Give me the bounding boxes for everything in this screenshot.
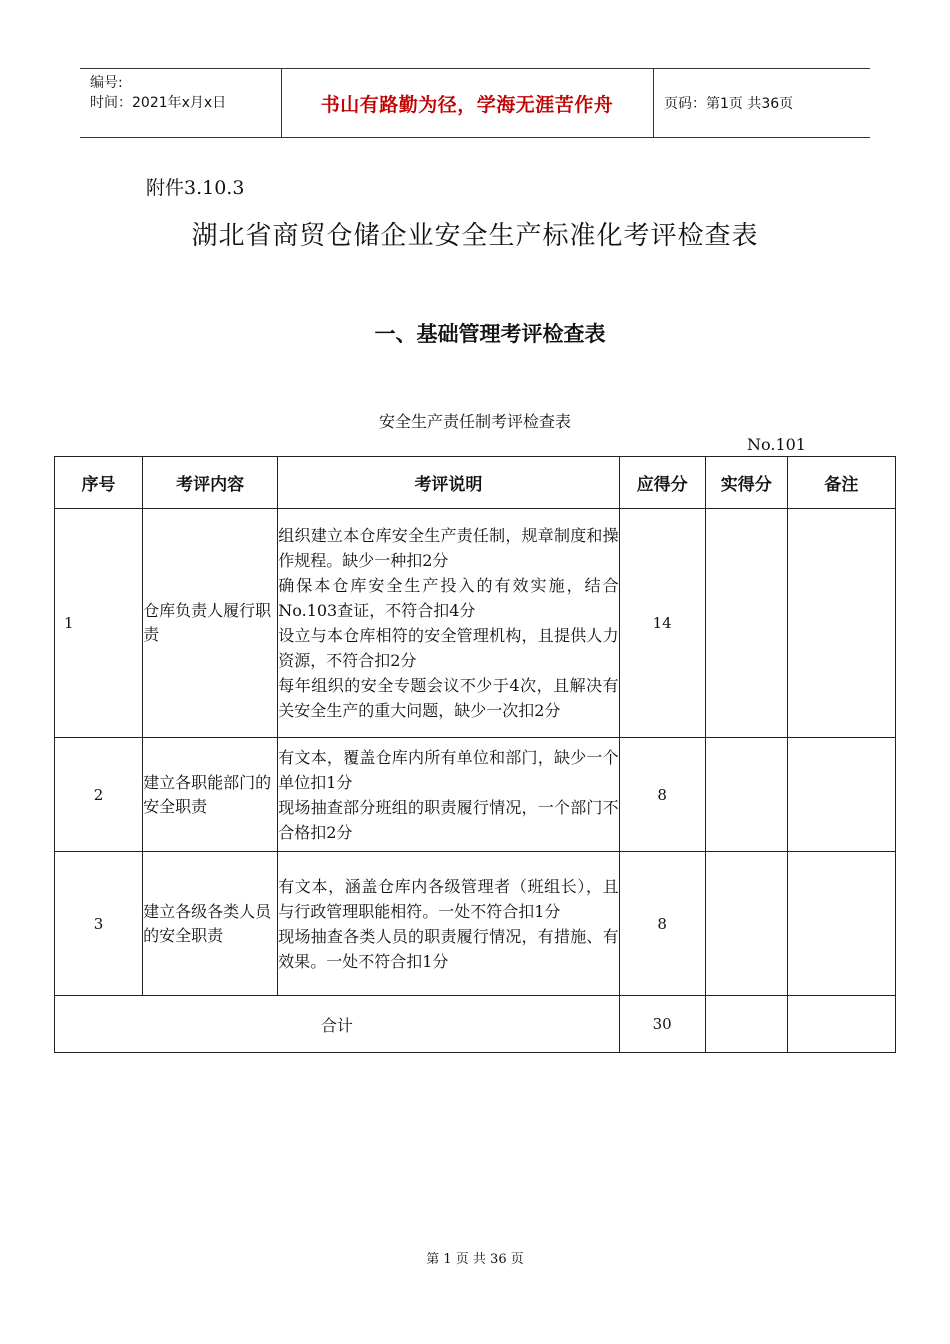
main-title: 湖北省商贸仓储企业安全生产标准化考评检查表 [191, 221, 759, 251]
row-remark[interactable] [787, 509, 895, 738]
evaluation-table [54, 456, 896, 1053]
doc-number-label: 编号: [90, 75, 123, 91]
description-line: 确保本仓库安全生产投入的有效实施，结合No.103查证，不符合扣4分 [278, 576, 619, 620]
row-number: 2 [55, 738, 143, 852]
row-score: 8 [619, 852, 705, 996]
table-number: No.101 [747, 435, 806, 454]
header-meta [90, 73, 226, 113]
row-content: 建立各职能部门的安全职责 [143, 738, 278, 852]
total-score: 30 [619, 996, 705, 1053]
attachment-label: 附件3.10.3 [146, 177, 245, 199]
table-row [55, 738, 896, 852]
table-row [55, 509, 896, 738]
page-header [80, 68, 870, 138]
row-actual-score[interactable] [705, 738, 787, 852]
description-line: 每年组织的安全专题会议不少于4次，且解决有关安全生产的重大问题，缺少一次扣2分 [278, 676, 619, 720]
page-footer: 第 1 页 共 36 页 [426, 1252, 524, 1267]
row-content: 建立各级各类人员的安全职责 [143, 852, 278, 996]
header-cell: 实得分 [705, 457, 787, 509]
total-label: 合计 [55, 996, 620, 1053]
row-content: 仓库负责人履行职责 [143, 509, 278, 738]
header-cell: 考评内容 [143, 457, 278, 509]
description-line: 组织建立本仓库安全生产责任制，规章制度和操作规程。缺少一种扣2分 [278, 526, 619, 570]
total-actual-score[interactable] [705, 996, 787, 1053]
row-actual-score[interactable] [705, 852, 787, 996]
header-cell: 应得分 [619, 457, 705, 509]
description-line: 有文本，涵盖仓库内各级管理者（班组长），且与行政管理职能相符。一处不符合扣1分 [278, 876, 619, 921]
table-row [55, 852, 896, 996]
header-motto: 书山有路勤为径，学海无涯苦作舟 [320, 93, 614, 116]
row-description [278, 852, 619, 996]
row-remark[interactable] [787, 738, 895, 852]
description-line: 现场抽查各类人员的职责履行情况，有措施、有效果。一处不符合扣1分 [278, 926, 619, 971]
table-title: 安全生产责任制考评检查表 [378, 412, 571, 431]
time-label: 时间：2021年x月x日 [90, 95, 227, 111]
table-total-row [55, 996, 896, 1053]
total-remark[interactable] [787, 996, 895, 1053]
row-score: 8 [619, 738, 705, 852]
row-number: 1 [55, 509, 143, 738]
section-title: 一、基础管理考评检查表 [374, 322, 606, 346]
row-remark[interactable] [787, 852, 895, 996]
row-description [278, 509, 619, 738]
table-header-row [55, 457, 896, 509]
description-line: 现场抽查部分班组的职责履行情况，一个部门不合格扣2分 [278, 797, 619, 842]
description-line: 设立与本仓库相符的安全管理机构，且提供人力资源，不符合扣2分 [278, 626, 619, 670]
header-cell: 考评说明 [278, 457, 619, 509]
row-description [278, 738, 619, 852]
row-number: 3 [55, 852, 143, 996]
header-cell: 序号 [55, 457, 143, 509]
header-cell: 备注 [787, 457, 895, 509]
header-divider [653, 69, 654, 137]
row-actual-score[interactable] [705, 509, 787, 738]
row-score: 14 [619, 509, 705, 738]
description-line: 有文本，覆盖仓库内所有单位和部门，缺少一个单位扣1分 [278, 747, 619, 792]
header-page-info: 页码：第1页 共36页 [664, 96, 794, 112]
